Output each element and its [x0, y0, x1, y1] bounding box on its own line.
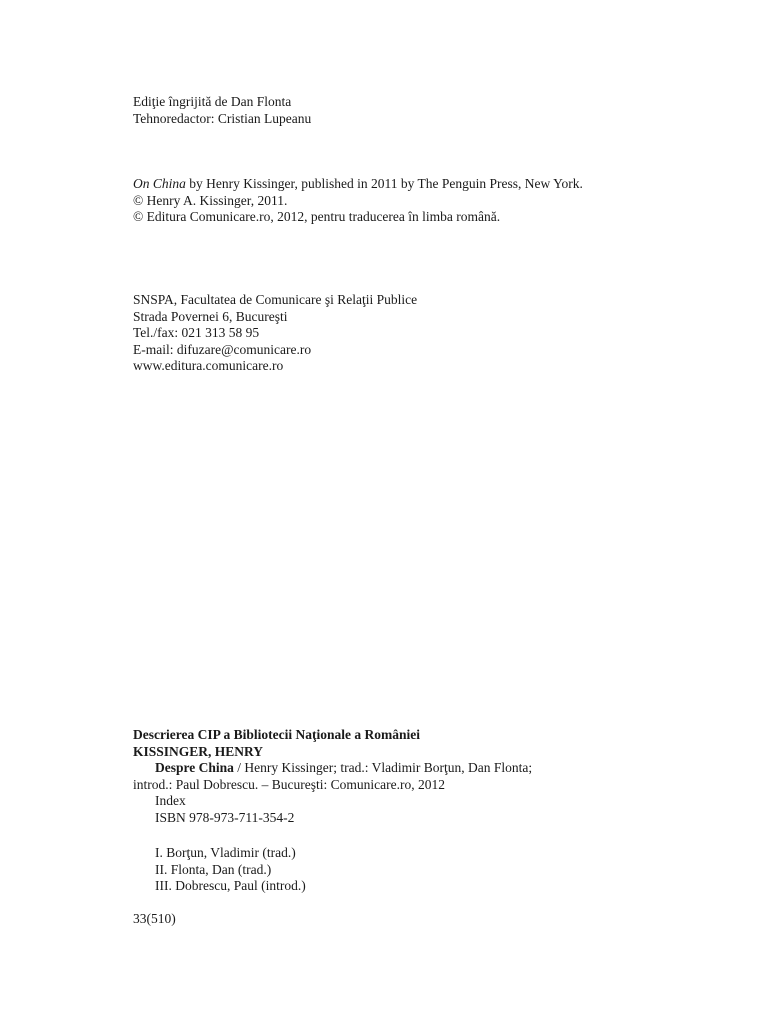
edition-editor-line: Ediţie îngrijită de Dan Flonta [133, 94, 292, 109]
publisher-email: E-mail: difuzare@comunicare.ro [133, 341, 312, 357]
original-publication-details: by Henry Kissinger, published in 2011 by The Penguin Press, New York. [185, 176, 583, 191]
cip-section [133, 727, 728, 826]
cip-contributors [133, 845, 728, 895]
cip-imprint: introd.: Paul Dobrescu. – Bucureşti: Comunicare.ro, 2012 [133, 776, 445, 792]
cip-index: Index [155, 793, 186, 808]
original-title: On China [133, 176, 186, 191]
contributor-line: II. Flonta, Dan (trad.) [155, 861, 272, 877]
cip-isbn: ISBN 978-973-711-354-2 [155, 809, 295, 825]
cip-title-line [133, 760, 728, 777]
publisher-name: SNSPA, Facultatea de Comunicare şi Relaţii Publice [133, 292, 418, 307]
original-publication-line [133, 176, 728, 193]
publisher-section [133, 292, 728, 375]
translation-copyright-line: © Editura Comunicare.ro, 2012, pentru traducerea în limba română. [133, 209, 501, 224]
classification-section [133, 911, 728, 928]
copyright-section [133, 176, 728, 226]
cip-author: KISSINGER, HENRY [133, 743, 264, 759]
cip-heading: Descrierea CIP a Bibliotecii Naţionale a României [133, 727, 420, 742]
publisher-website: www.editura.comunicare.ro [133, 358, 284, 373]
contributor-line: III. Dobrescu, Paul (introd.) [155, 878, 306, 893]
typesetter-line: Tehnoredactor: Cristian Lupeanu [133, 110, 312, 126]
cip-title-details: / Henry Kissinger; trad.: Vladimir Borţun, Dan Flonta; [233, 760, 533, 775]
classification-code: 33(510) [133, 911, 176, 926]
author-copyright-line: © Henry A. Kissinger, 2011. [133, 192, 288, 208]
credits-section [133, 94, 728, 127]
contributor-line: I. Borţun, Vladimir (trad.) [155, 845, 296, 860]
publisher-phone: Tel./fax: 021 313 58 95 [133, 325, 260, 340]
publisher-address: Strada Povernei 6, Bucureşti [133, 308, 288, 324]
cip-title: Despre China [155, 760, 234, 775]
